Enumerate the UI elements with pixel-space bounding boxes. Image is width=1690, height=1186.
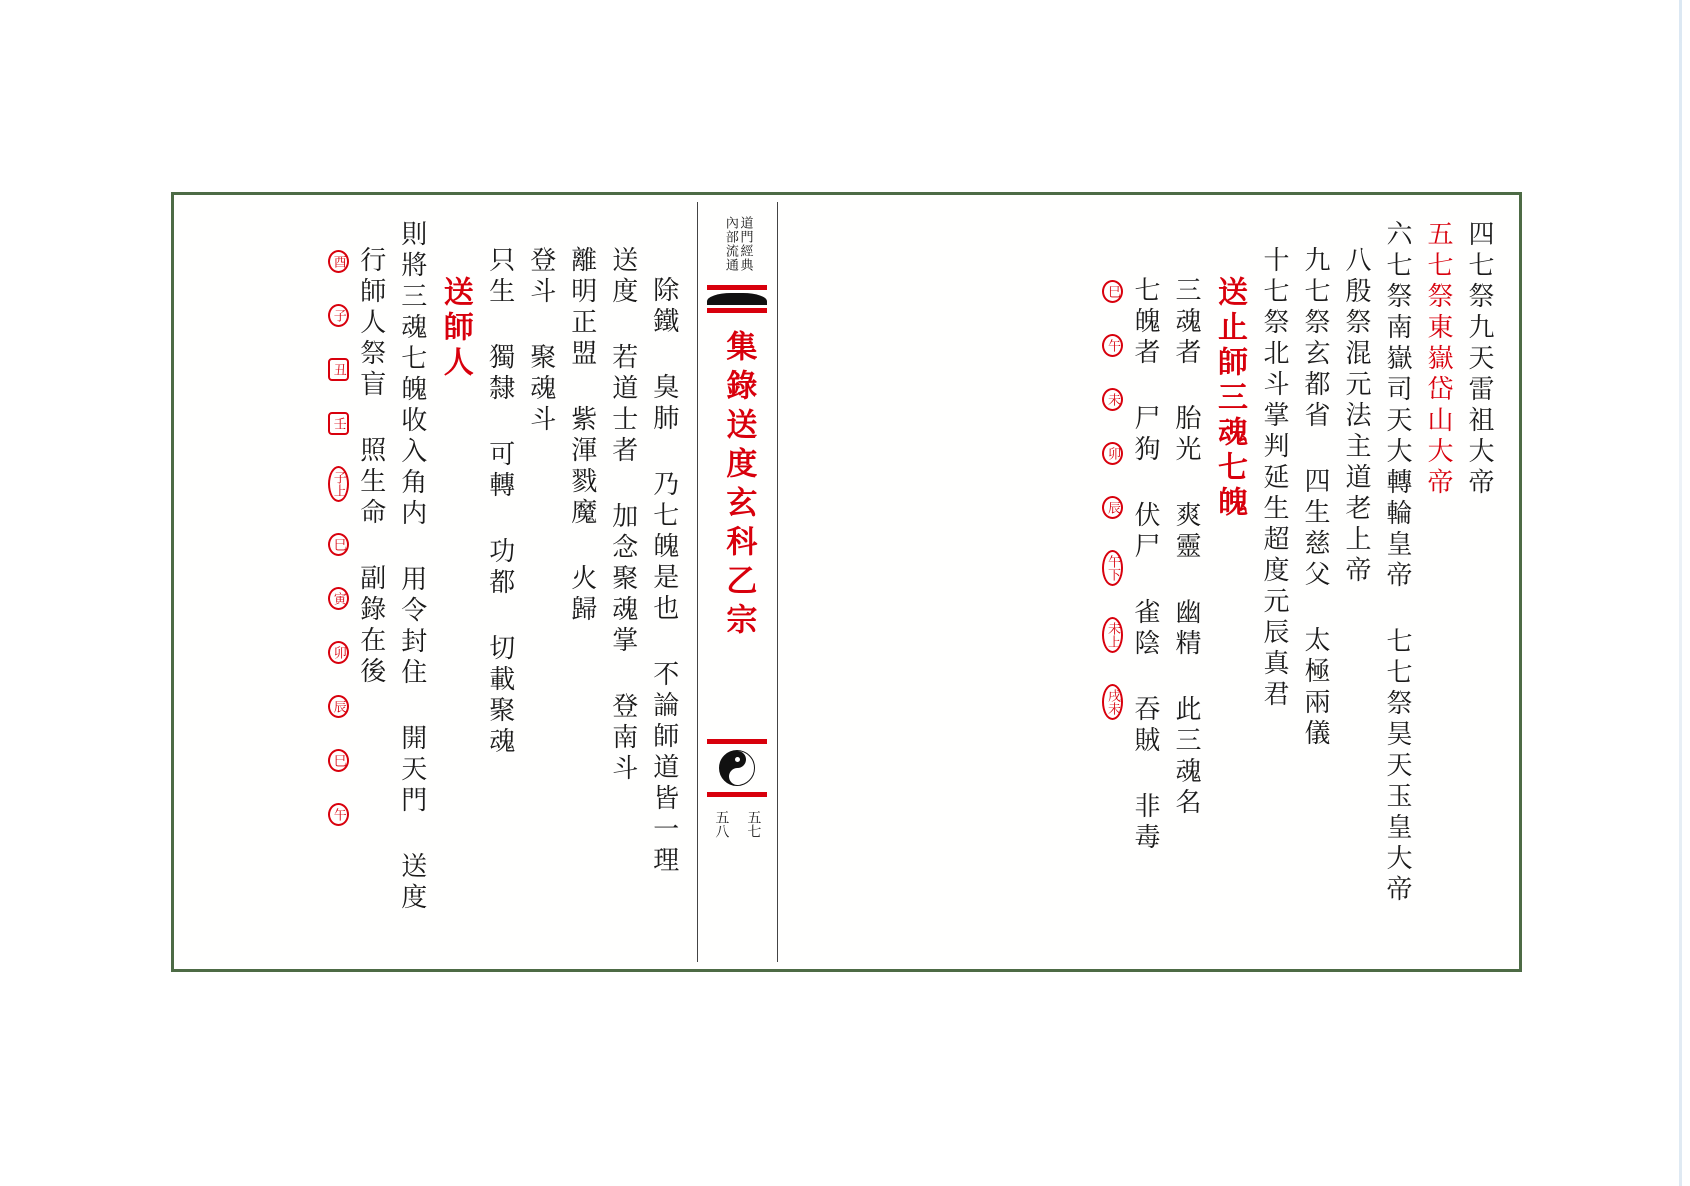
spine-header-line-1: 道門經典 — [737, 216, 753, 272]
book-spread — [180, 201, 1513, 963]
left-page — [181, 202, 697, 962]
text-column: 四七祭九天雷祖大帝 — [1464, 220, 1494, 499]
seal-stamp: 午下 — [1102, 550, 1123, 586]
text-column: 送度 若道士者 加念聚魂掌 登南斗 — [607, 246, 638, 785]
text-column: 只生 獨隸 可轉 功都 切載聚魂 — [484, 246, 515, 758]
seal-stamp: 辰 — [328, 695, 349, 718]
book-title: 集錄送度玄科乙宗 — [720, 330, 757, 642]
section-heading-send-master: 送師人 — [437, 276, 473, 381]
seal-stamp: 巳 — [1102, 280, 1123, 303]
text-column: 除鐵 臭肺 乃七魄是也 不論師道皆一理 — [648, 276, 679, 877]
text-column: 九七祭玄都省 四生慈父 太極兩儀 — [1300, 246, 1330, 750]
scan-edge-artifact — [1679, 0, 1682, 1186]
seal-stamp: 巳 — [328, 533, 349, 556]
spine-fish-tail — [707, 293, 767, 305]
seal-stamp: 午 — [1102, 334, 1123, 357]
center-spine — [697, 202, 778, 962]
seal-stamp: 子上 — [328, 466, 349, 502]
spine-rule-red — [707, 308, 767, 313]
spine-ornament-top — [707, 282, 767, 316]
taiji-icon — [719, 750, 755, 786]
text-column: 六七祭南嶽司天大轉輪皇帝 七七祭昊天玉皇大帝 — [1382, 220, 1412, 906]
seal-stamp: 未 — [1102, 388, 1123, 411]
text-column: 離明正盟 紫渾戮魔 火歸 — [566, 246, 597, 626]
seal-stamp: 辰 — [1102, 496, 1123, 519]
text-column: 則將三魂七魄收入角内 用令封住 開天門 送度 — [396, 220, 427, 914]
seal-stamp: 午 — [328, 803, 349, 826]
seal-stamp: 酉 — [328, 250, 349, 273]
text-column: 八殷祭混元法主道老上帝 — [1341, 246, 1371, 587]
seal-stamp: 壬 — [328, 412, 349, 435]
spine-ornament-bottom — [707, 736, 767, 800]
page-number-group — [711, 810, 763, 838]
seal-annotation-column — [326, 220, 349, 974]
seal-stamp: 卯 — [1102, 442, 1123, 465]
spine-rule-red — [707, 285, 767, 290]
seal-stamp: 戌未 — [1102, 684, 1123, 720]
page-number-left: 五八 — [713, 810, 730, 838]
seal-stamp: 寅 — [328, 587, 349, 610]
text-column-three-souls: 三魂者 胎光 爽靈 幽精 此三魂名 — [1171, 276, 1201, 819]
seal-stamp: 未上 — [1102, 617, 1123, 653]
seal-stamp: 卯 — [328, 641, 349, 664]
spine-header — [723, 216, 751, 272]
page-number-right: 五七 — [745, 810, 762, 838]
spine-rule-red — [707, 739, 767, 744]
text-column-seven-po: 七魄者 尸狗 伏尸 雀陰 吞賊 非毒 — [1130, 276, 1160, 854]
book-frame — [171, 192, 1522, 972]
spine-header-line-2: 內部流通 — [722, 216, 738, 272]
right-page — [778, 202, 1512, 962]
spine-rule-red — [707, 792, 767, 797]
left-page-columns — [181, 220, 697, 948]
text-column: 十七祭北斗掌判延生超度元辰真君 — [1259, 246, 1289, 711]
text-column: 行師人祭盲 照生命 副錄在後 — [355, 246, 386, 688]
seal-stamp: 巳 — [328, 749, 349, 772]
seal-annotation-column — [1101, 220, 1124, 1004]
seal-stamp: 子 — [328, 304, 349, 327]
section-heading-send-three-souls: 送止師三魂七魄 — [1212, 276, 1247, 521]
text-column-red: 五七祭東嶽岱山大帝 — [1423, 220, 1453, 499]
right-page-columns — [778, 220, 1512, 948]
seal-stamp: 丑 — [328, 358, 349, 381]
text-column: 登斗 聚魂斗 — [525, 246, 556, 436]
